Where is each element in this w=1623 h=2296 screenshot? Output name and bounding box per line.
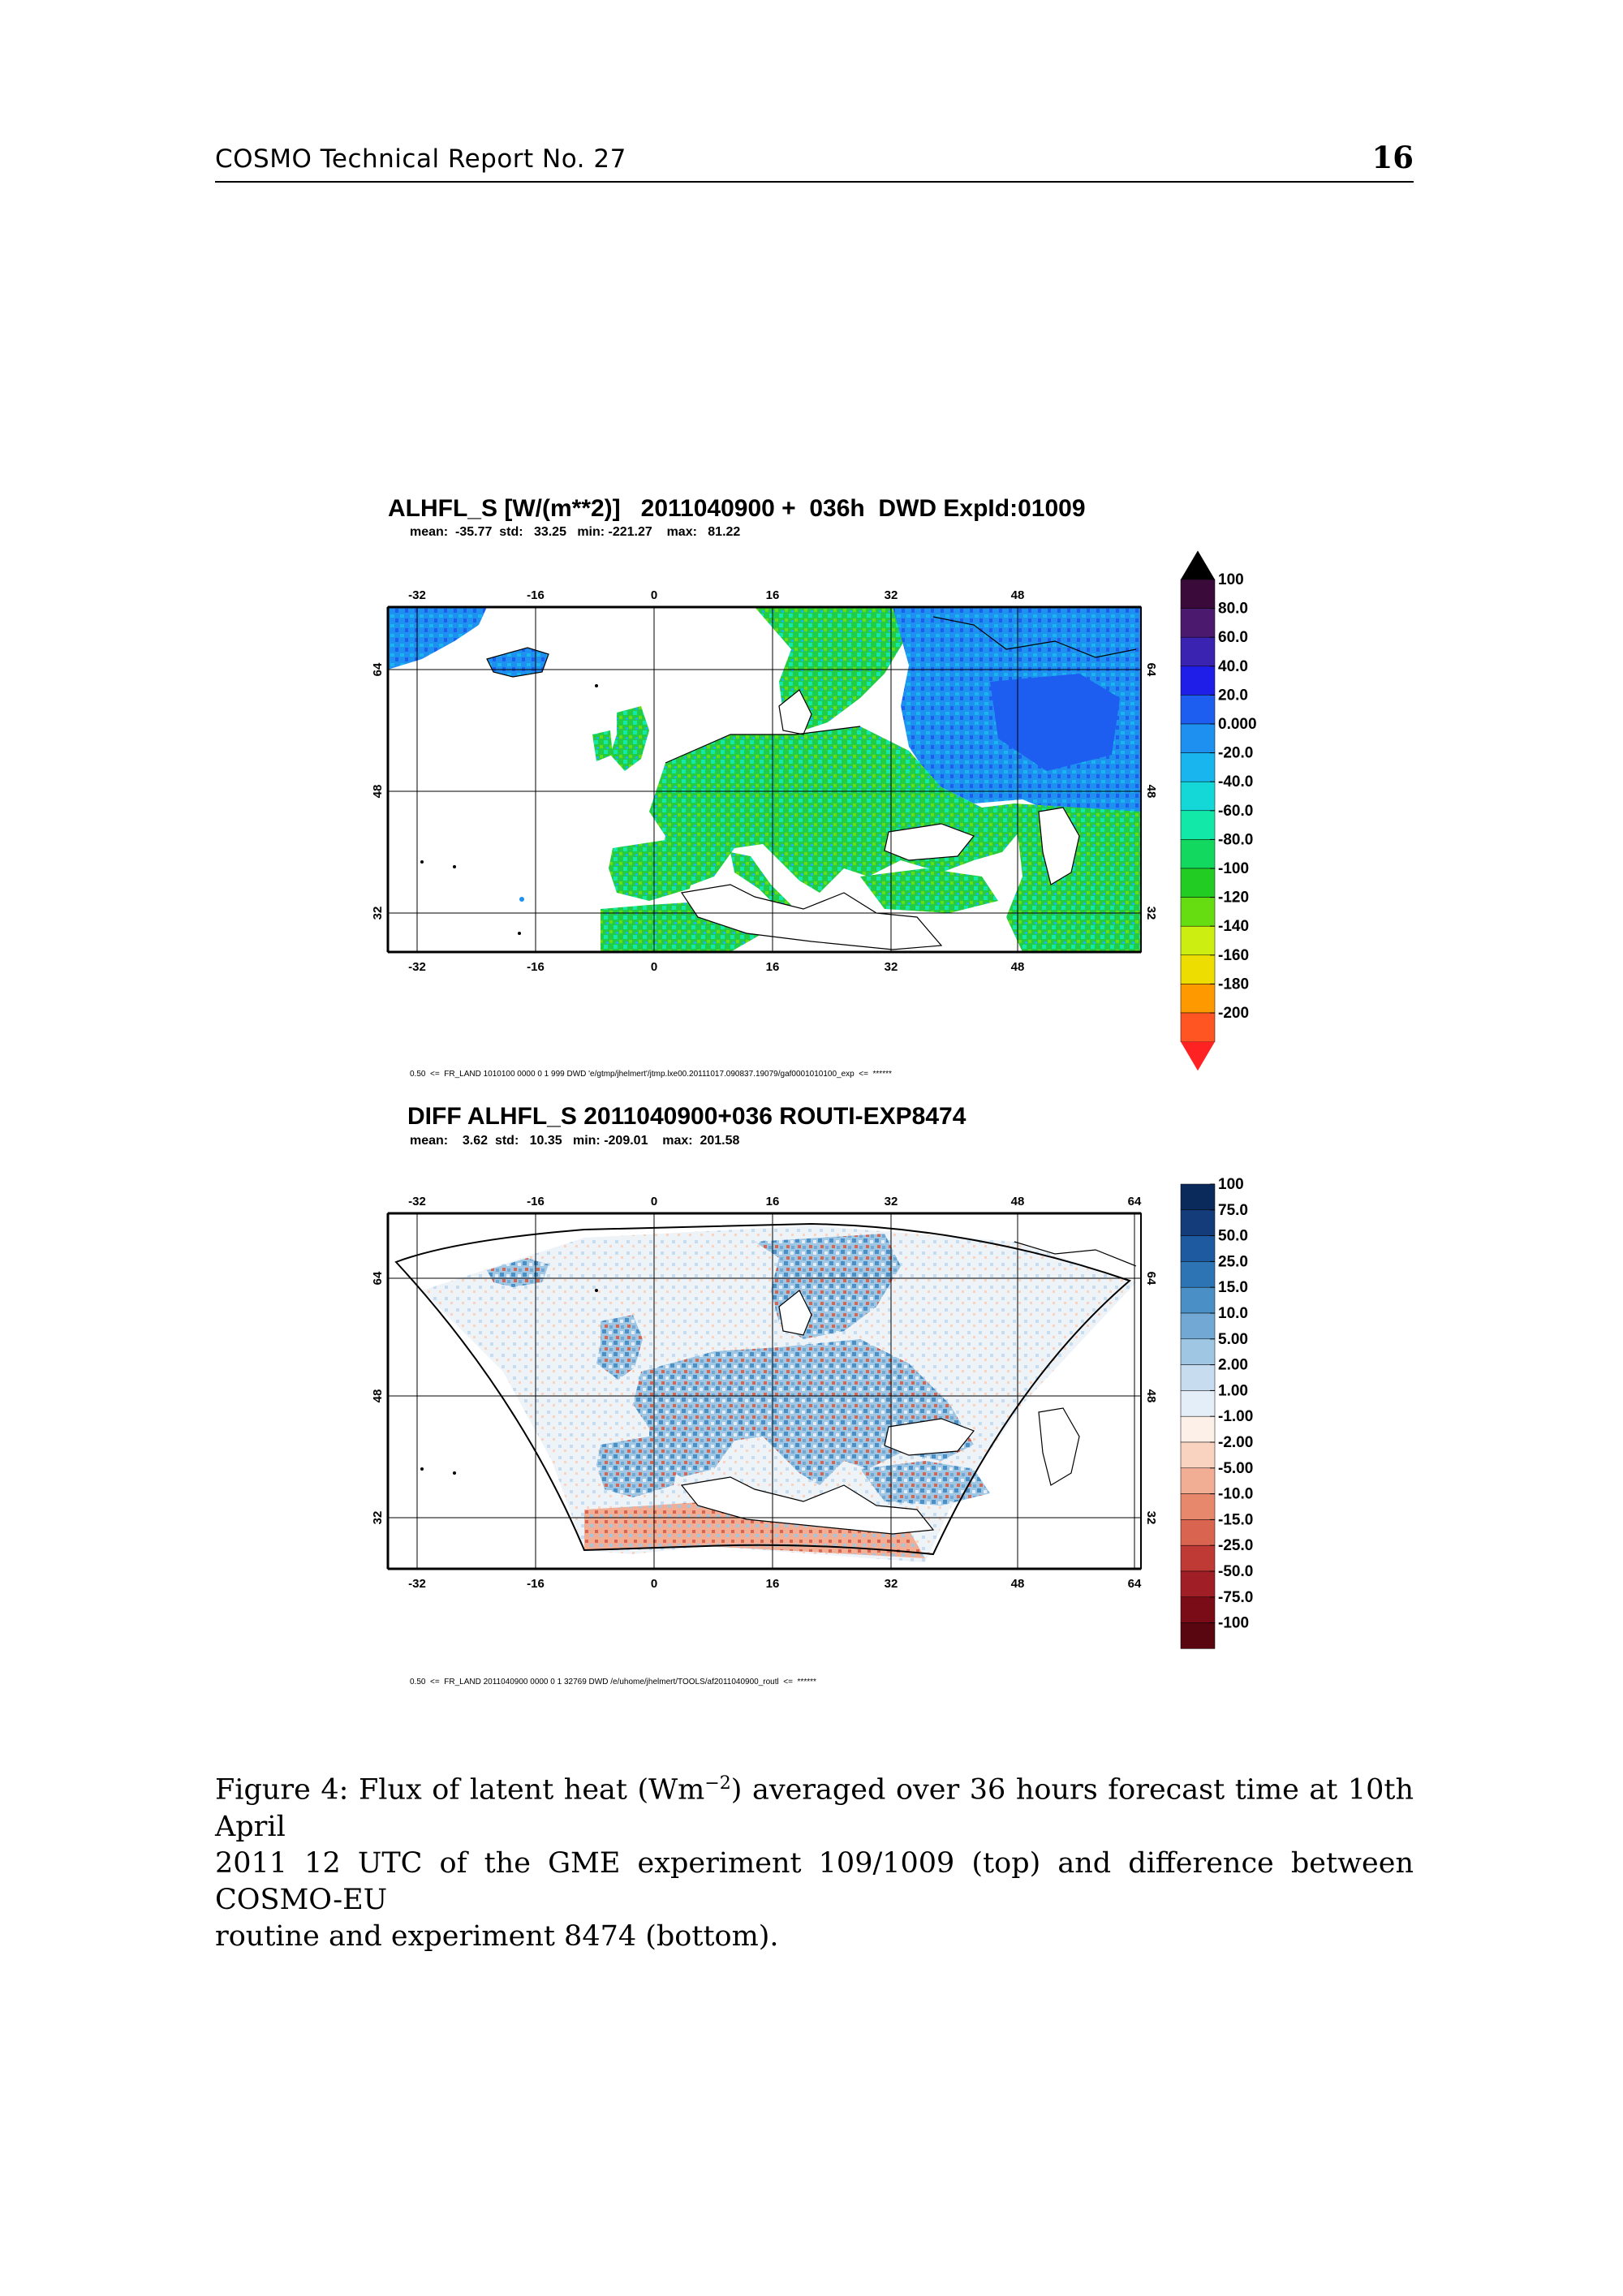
colorbar-label: -160 bbox=[1218, 946, 1250, 964]
top-map bbox=[388, 607, 1141, 952]
top-plot-footer: 0.50 <= FR_LAND 1010100 0000 0 1 999 DWD 'e/gtmp/jhelmert'/jtmp.lxe00.20111017.090837.19079/gaf0001010100_exp <= ****** bbox=[410, 1070, 892, 1079]
top-lon-tick-top: 32 bbox=[884, 588, 898, 602]
colorbar-label: 25.0 bbox=[1218, 1253, 1248, 1271]
bottom-lon-tick-top: 48 bbox=[1010, 1195, 1025, 1208]
colorbar-swatch bbox=[1181, 955, 1215, 984]
colorbar-label: -100 bbox=[1218, 860, 1250, 877]
colorbar-label: 75.0 bbox=[1218, 1201, 1248, 1219]
bottom-lon-tick-top: 32 bbox=[884, 1195, 898, 1208]
bottom-lon-tick-top: -16 bbox=[527, 1195, 545, 1208]
top-plot-title: ALHFL_S [W/(m**2)] 2011040900 + 036h DWD ExpId:01009 bbox=[388, 495, 1086, 522]
top-colorbar bbox=[1181, 550, 1257, 1070]
colorbar-label: 100 bbox=[1218, 571, 1244, 588]
top-lat-tick-left: 64 bbox=[371, 662, 385, 677]
caption-line-1: Figure 4: Flux of latent heat $(Wm^{-2})$ averaged over 36 hours forecast time at 10th April bbox=[215, 1773, 1414, 1843]
bottom-lon-tick-bottom: -16 bbox=[527, 1577, 545, 1591]
top-lon-tick-bottom: 0 bbox=[650, 960, 658, 974]
colorbar-label: -40.0 bbox=[1218, 773, 1254, 791]
colorbar-label: 100 bbox=[1218, 1176, 1244, 1193]
colorbar-swatch bbox=[1181, 1313, 1215, 1339]
top-lon-tick-top: -32 bbox=[408, 588, 426, 602]
page-number: 16 bbox=[1371, 140, 1414, 175]
bottom-plot-footer: 0.50 <= FR_LAND 2011040900 0000 0 1 32769 DWD /e/uhome/jhelmert/TOOLS/af2011040900_routl <= ****** bbox=[410, 1678, 816, 1686]
top-lon-tick-bottom: 32 bbox=[884, 960, 898, 974]
colorbar-label: -80.0 bbox=[1218, 831, 1254, 849]
colorbar-swatch bbox=[1181, 1210, 1215, 1236]
colorbar-swatch bbox=[1181, 1365, 1215, 1391]
top-lat-tick-right: 48 bbox=[1144, 784, 1158, 799]
colorbar-swatch bbox=[1181, 1597, 1215, 1623]
colorbar-swatch bbox=[1181, 1236, 1215, 1262]
colorbar-label: -140 bbox=[1218, 918, 1250, 936]
colorbar-label: 10.0 bbox=[1218, 1305, 1248, 1322]
top-lon-tick-bottom: 48 bbox=[1010, 960, 1025, 974]
colorbar-swatch bbox=[1181, 926, 1215, 955]
colorbar-swatch bbox=[1181, 753, 1215, 782]
colorbar-label: -10.0 bbox=[1218, 1485, 1254, 1503]
colorbar-swatch bbox=[1181, 868, 1215, 898]
bottom-lon-tick-top: -32 bbox=[408, 1195, 426, 1208]
top-lon-tick-top: 0 bbox=[650, 588, 658, 602]
colorbar-swatch bbox=[1181, 1545, 1215, 1571]
top-lon-tick-bottom: -16 bbox=[527, 960, 545, 974]
colorbar-swatch bbox=[1181, 1287, 1215, 1313]
top-lat-tick-right: 64 bbox=[1144, 662, 1158, 677]
colorbar-swatch bbox=[1181, 724, 1215, 753]
colorbar-label: -75.0 bbox=[1218, 1588, 1254, 1606]
top-lon-tick-top: 48 bbox=[1010, 588, 1025, 602]
colorbar-label: 80.0 bbox=[1218, 600, 1248, 618]
top-lat-tick-right: 32 bbox=[1144, 906, 1158, 920]
bottom-lat-tick-right: 48 bbox=[1144, 1389, 1158, 1403]
bottom-lat-tick-right: 64 bbox=[1144, 1271, 1158, 1286]
colorbar-label: -180 bbox=[1218, 976, 1250, 993]
colorbar-swatch bbox=[1181, 579, 1215, 609]
colorbar-label: -15.0 bbox=[1218, 1511, 1254, 1529]
bottom-lon-tick-bottom: 48 bbox=[1010, 1577, 1025, 1591]
bottom-lon-tick-top: 0 bbox=[650, 1195, 658, 1208]
bottom-lon-tick-bottom: 16 bbox=[765, 1577, 780, 1591]
bottom-lon-tick-bottom: 64 bbox=[1127, 1577, 1142, 1591]
colorbar-swatch bbox=[1181, 609, 1215, 638]
colorbar-label: 1.00 bbox=[1218, 1382, 1248, 1400]
colorbar-swatch bbox=[1181, 637, 1215, 666]
colorbar-label: -2.00 bbox=[1218, 1434, 1254, 1451]
colorbar-label: -20.0 bbox=[1218, 744, 1254, 762]
colorbar-swatch bbox=[1181, 1339, 1215, 1365]
top-lon-tick-top: 16 bbox=[765, 588, 780, 602]
caption-line-2: 2011 12 UTC of the GME experiment 109/1009 (top) and difference between COSMO-EU bbox=[215, 1846, 1414, 1916]
colorbar-swatch bbox=[1181, 898, 1215, 927]
colorbar-swatch bbox=[1181, 1416, 1215, 1442]
top-lat-tick-left: 32 bbox=[371, 906, 385, 920]
bottom-lat-tick-left: 64 bbox=[371, 1271, 385, 1286]
colorbar-label: -5.00 bbox=[1218, 1459, 1254, 1477]
colorbar-label: -120 bbox=[1218, 889, 1250, 907]
colorbar-swatch bbox=[1181, 1442, 1215, 1468]
running-header: COSMO Technical Report No. 27 bbox=[215, 144, 626, 174]
colorbar-swatch bbox=[1181, 1013, 1215, 1042]
colorbar-top-arrow bbox=[1181, 550, 1215, 579]
colorbar-swatch bbox=[1181, 695, 1215, 724]
colorbar-swatch bbox=[1181, 839, 1215, 868]
bottom-lat-tick-left: 32 bbox=[371, 1510, 385, 1525]
top-lon-tick-bottom: -32 bbox=[408, 960, 426, 974]
colorbar-label: -200 bbox=[1218, 1005, 1250, 1022]
bottom-lon-tick-bottom: 32 bbox=[884, 1577, 898, 1591]
colorbar-label: -60.0 bbox=[1218, 802, 1254, 820]
colorbar-swatch bbox=[1181, 984, 1215, 1013]
colorbar-label: 60.0 bbox=[1218, 629, 1248, 647]
colorbar-label: 2.00 bbox=[1218, 1356, 1248, 1374]
bottom-lon-tick-top: 16 bbox=[765, 1195, 780, 1208]
bottom-lat-tick-right: 32 bbox=[1144, 1510, 1158, 1525]
colorbar-swatch bbox=[1181, 1494, 1215, 1520]
colorbar-swatch bbox=[1181, 1623, 1215, 1649]
top-lon-tick-bottom: 16 bbox=[765, 960, 780, 974]
colorbar-swatch bbox=[1181, 811, 1215, 840]
colorbar-label: -50.0 bbox=[1218, 1563, 1254, 1580]
bottom-plot-title: DIFF ALHFL_S 2011040900+036 ROUTI-EXP8474 bbox=[407, 1103, 966, 1130]
colorbar-swatch bbox=[1181, 1519, 1215, 1545]
figure-caption bbox=[215, 1765, 1414, 1955]
colorbar-label: 50.0 bbox=[1218, 1227, 1248, 1245]
bottom-plot-stats: mean: 3.62 std: 10.35 min: -209.01 max: 201.58 bbox=[410, 1134, 740, 1148]
bottom-map bbox=[388, 1213, 1141, 1569]
bottom-lon-tick-bottom: 0 bbox=[650, 1577, 658, 1591]
colorbar-swatch bbox=[1181, 1261, 1215, 1287]
colorbar-label: -100 bbox=[1218, 1614, 1250, 1632]
colorbar-bottom-arrow bbox=[1181, 1042, 1215, 1071]
colorbar-swatch bbox=[1181, 1468, 1215, 1494]
colorbar-swatch bbox=[1181, 1184, 1215, 1210]
colorbar-swatch bbox=[1181, 1571, 1215, 1597]
colorbar-label: 15.0 bbox=[1218, 1279, 1248, 1297]
colorbar-label: -25.0 bbox=[1218, 1537, 1254, 1555]
colorbar-label: 5.00 bbox=[1218, 1330, 1248, 1348]
top-lon-tick-top: -16 bbox=[527, 588, 545, 602]
bottom-colorbar bbox=[1181, 1176, 1253, 1648]
colorbar-label: 40.0 bbox=[1218, 657, 1248, 675]
caption-line-3: routine and experiment 8474 (bottom). bbox=[215, 1919, 779, 1953]
bottom-lon-tick-bottom: -32 bbox=[408, 1577, 426, 1591]
colorbar-label: 20.0 bbox=[1218, 687, 1248, 704]
colorbar-label: 0.000 bbox=[1218, 716, 1257, 733]
colorbar-swatch bbox=[1181, 666, 1215, 696]
colorbar-swatch bbox=[1181, 1390, 1215, 1416]
colorbar-label: -1.00 bbox=[1218, 1408, 1254, 1426]
bottom-lat-tick-left: 48 bbox=[371, 1389, 385, 1403]
top-lat-tick-left: 48 bbox=[371, 784, 385, 799]
top-plot-stats: mean: -35.77 std: 33.25 min: -221.27 max: 81.22 bbox=[410, 525, 741, 539]
bottom-lon-tick-top: 64 bbox=[1127, 1195, 1142, 1208]
colorbar-swatch bbox=[1181, 782, 1215, 811]
caption-superscript: −2 bbox=[704, 1773, 731, 1794]
